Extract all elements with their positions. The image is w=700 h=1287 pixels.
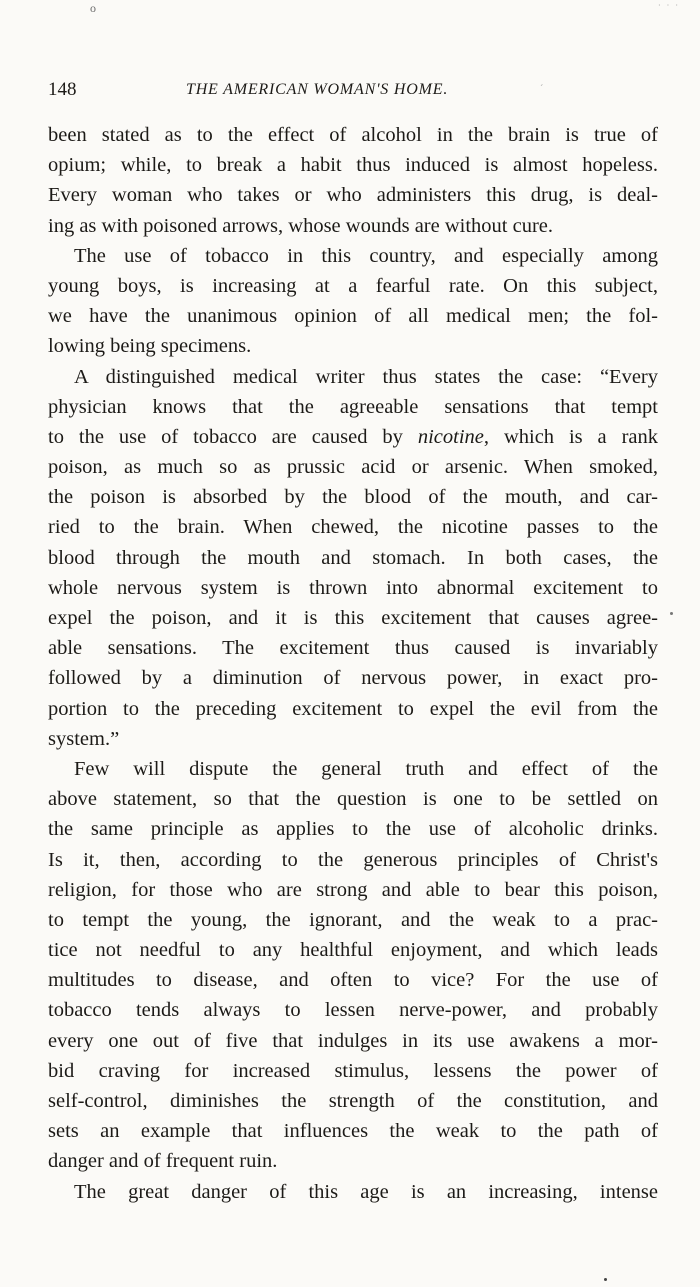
text-line: A distinguished medical writer thus states the case: “Every [74, 365, 658, 388]
header-speck: ´ [540, 84, 544, 95]
text-line: able sensations. The excitement thus caused is invariably [48, 637, 658, 660]
text-line: the same principle as applies to the use of alcoholic drinks. [48, 818, 658, 841]
corner-specks: · · · [658, 1, 680, 10]
page-number: 148 [48, 79, 77, 100]
text-line: danger and of frequent ruin. [48, 1150, 278, 1173]
text-line: young boys, is increasing at a fearful rate. On this subject, [48, 274, 658, 297]
body-text [48, 120, 658, 1207]
text-line: multitudes to disease, and often to vice? For the use of [48, 969, 658, 992]
text-line: bid craving for increased stimulus, lessens the power of [48, 1059, 658, 1082]
text-line: portion to the preceding excitement to expel the evil from the [48, 697, 658, 720]
text-line: tice not needful to any healthful enjoyment, and which leads [48, 939, 658, 962]
running-header [48, 78, 658, 102]
text-line: ried to the brain. When chewed, the nicotine passes to the [48, 516, 658, 539]
running-title: THE AMERICAN WOMAN'S HOME. [186, 81, 449, 98]
text-line: Every woman who takes or who administers this drug, is deal- [48, 184, 658, 207]
text-line: every one out of five that indulges in its use awakens a mor- [48, 1029, 658, 1052]
text-line: blood through the mouth and stomach. In both cases, the [48, 546, 658, 569]
text-line: above statement, so that the question is one to be settled on [48, 788, 658, 811]
text-line: The great danger of this age is an increasing, intense [74, 1180, 658, 1203]
text-line: self-control, diminishes the strength of the constitution, and [48, 1090, 658, 1112]
margin-speck [670, 612, 673, 615]
text-line: poison, as much so as prussic acid or arsenic. When smoked, [48, 456, 658, 479]
text-line: ing as with poisoned arrows, whose wounds are without cure. [48, 214, 554, 237]
text-line: to the use of tobacco are caused by nicotine, which is a rank [48, 425, 658, 448]
text-line: opium; while, to break a habit thus induced is almost hopeless. [48, 154, 658, 177]
text-line: Is it, then, according to the generous principles of Christ's [48, 848, 658, 871]
text-line: whole nervous system is thrown into abnormal excitement to [48, 576, 658, 599]
text-line: sets an example that influences the weak to the path of [48, 1120, 658, 1143]
bottom-speck [604, 1278, 607, 1281]
text-line: to tempt the young, the ignorant, and the weak to a prac- [48, 908, 658, 931]
text-line: we have the unanimous opinion of all medical men; the fol- [48, 305, 658, 328]
text-line: The use of tobacco in this country, and especially among [74, 244, 658, 267]
text-line: been stated as to the effect of alcohol in the brain is true of [48, 124, 658, 146]
text-line: lowing being specimens. [48, 335, 252, 358]
print-speck: o [90, 1, 96, 15]
text-line: religion, for those who are strong and able to bear this poison, [48, 878, 658, 901]
text-line: system.” [48, 727, 120, 750]
text-line: the poison is absorbed by the blood of the mouth, and car- [48, 486, 658, 509]
text-line: expel the poison, and it is this excitement that causes agree- [48, 607, 658, 629]
text-line: followed by a diminution of nervous power, in exact pro- [48, 667, 658, 690]
text-line: tobacco tends always to lessen nerve-power, and probably [48, 999, 658, 1022]
text-line: physician knows that the agreeable sensations that tempt [48, 395, 658, 418]
text-line: Few will dispute the general truth and effect of the [74, 757, 658, 780]
